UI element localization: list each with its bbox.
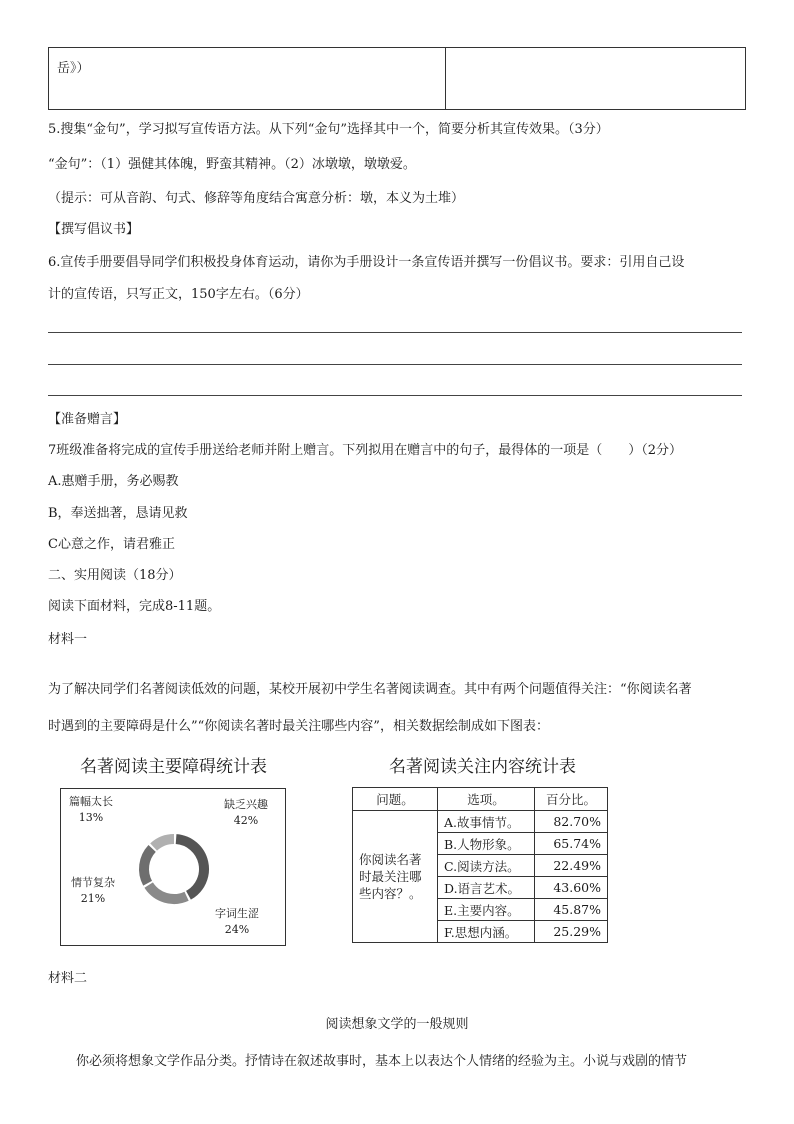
pie-label-words	[215, 906, 259, 938]
donut-chart-title: 名著阅读主要障碍统计表	[80, 757, 267, 777]
pie-label-plot	[71, 875, 115, 907]
top-table-fragment	[48, 47, 746, 110]
donut-chart-box	[60, 788, 286, 946]
stat-table-header-row	[353, 788, 608, 811]
pie-label-length	[69, 794, 113, 826]
stat-option-cell: B.人物形象。	[438, 833, 535, 855]
top-table-cell-left: 岳》）	[57, 61, 90, 76]
q5-prompt: 5.搜集“金句”，学习拟写宣传语方法。从下列“金句”选择其中一个，简要分析其宣传效果。（3分）	[48, 122, 609, 137]
q7-option-b: B，奉送拙著，恳请见救	[48, 506, 188, 521]
q7-option-a: A.惠赠手册，务必赐教	[48, 474, 179, 489]
answer-line-1[interactable]	[48, 332, 742, 333]
donut-slice-length	[154, 839, 174, 847]
q5-hint: （提示：可从音韵、句式、修辞等角度结合寓意分析：墩，本义为土堆）	[48, 191, 465, 206]
pie-value-length: 13%	[78, 811, 104, 824]
section-proposal-heading: 【撰写倡议书】	[48, 222, 140, 237]
answer-line-2[interactable]	[48, 364, 742, 365]
stat-header-question: 问题。	[353, 788, 438, 811]
part2-heading: 二、实用阅读（18分）	[48, 568, 182, 583]
q6-line-2: 计的宣传语，只写正文，150字左右。（6分）	[48, 287, 309, 302]
pie-label-interest	[224, 797, 268, 829]
table-row	[353, 811, 608, 833]
material2-body: 你必须将想象文学作品分类。抒情诗在叙述故事时，基本上以表达个人情绪的经验为主。小说与戏剧的情节	[76, 1054, 688, 1069]
material2-label: 材料二	[48, 971, 88, 986]
stat-option-cell: F.思想内涵。	[438, 921, 535, 943]
pie-value-plot: 21%	[80, 892, 106, 905]
stat-percent-cell: 65.74%	[535, 833, 608, 855]
stat-percent-cell: 45.87%	[535, 899, 608, 921]
q6-line-1: 6.宣传手册要倡导同学们积极投身体育运动，请你为手册设计一条宣传语并撰写一份倡议书。要求：引用自己设	[48, 255, 685, 270]
answer-line-3[interactable]	[48, 395, 742, 396]
part2-instruction: 阅读下面材料，完成8-11题。	[48, 599, 221, 614]
material1-label: 材料一	[48, 632, 88, 647]
top-table-divider	[445, 48, 446, 109]
material1-line-1: 为了解决同学们名著阅读低效的问题，某校开展初中学生名著阅读调查。其中有两个问题值得关注：“你阅读名著	[48, 682, 692, 697]
material1-line-2: 时遇到的主要障碍是什么”“你阅读名著时最关注哪些内容”，相关数据绘制成如下图表：	[48, 719, 549, 734]
pie-category-plot: 情节复杂	[71, 876, 115, 889]
stat-option-cell: A.故事情节。	[438, 811, 535, 833]
pie-value-words: 24%	[224, 923, 250, 936]
stat-option-cell: C.阅读方法。	[438, 855, 535, 877]
stat-table-title: 名著阅读关注内容统计表	[389, 757, 576, 777]
q7-option-c: C心意之作，请君雅正	[48, 537, 175, 552]
stat-header-option: 选项。	[438, 788, 535, 811]
stat-header-percent: 百分比。	[535, 788, 608, 811]
pie-category-interest: 缺乏兴趣	[224, 798, 268, 811]
stat-percent-cell: 25.29%	[535, 921, 608, 943]
stat-percent-cell: 22.49%	[535, 855, 608, 877]
stat-question-cell: 你阅读名著时最关注哪些内容？。	[353, 811, 438, 943]
pie-category-length: 篇幅太长	[69, 795, 113, 808]
donut-slice-interest	[176, 839, 204, 895]
stat-table	[352, 787, 608, 943]
donut-slice-words	[149, 885, 187, 899]
pie-value-interest: 42%	[233, 814, 259, 827]
pie-category-words: 字词生涩	[215, 907, 259, 920]
stat-option-cell: D.语言艺术。	[438, 877, 535, 899]
section-gift-heading: 【准备赠言】	[48, 412, 127, 427]
donut-slice-plot	[144, 848, 152, 883]
q5-quotes: “金句”：（1）强健其体魄，野蛮其精神。（2）冰墩墩，墩墩爱。	[48, 157, 416, 172]
stat-option-cell: E.主要内容。	[438, 899, 535, 921]
material2-title: 阅读想象文学的一般规则	[325, 1017, 469, 1032]
q7-prompt: 7班级准备将完成的宣传手册送给老师并附上赠言。下列拟用在赠言中的句子，最得体的一项是（ ）（2分）	[48, 443, 683, 458]
stat-percent-cell: 82.70%	[535, 811, 608, 833]
stat-percent-cell: 43.60%	[535, 877, 608, 899]
